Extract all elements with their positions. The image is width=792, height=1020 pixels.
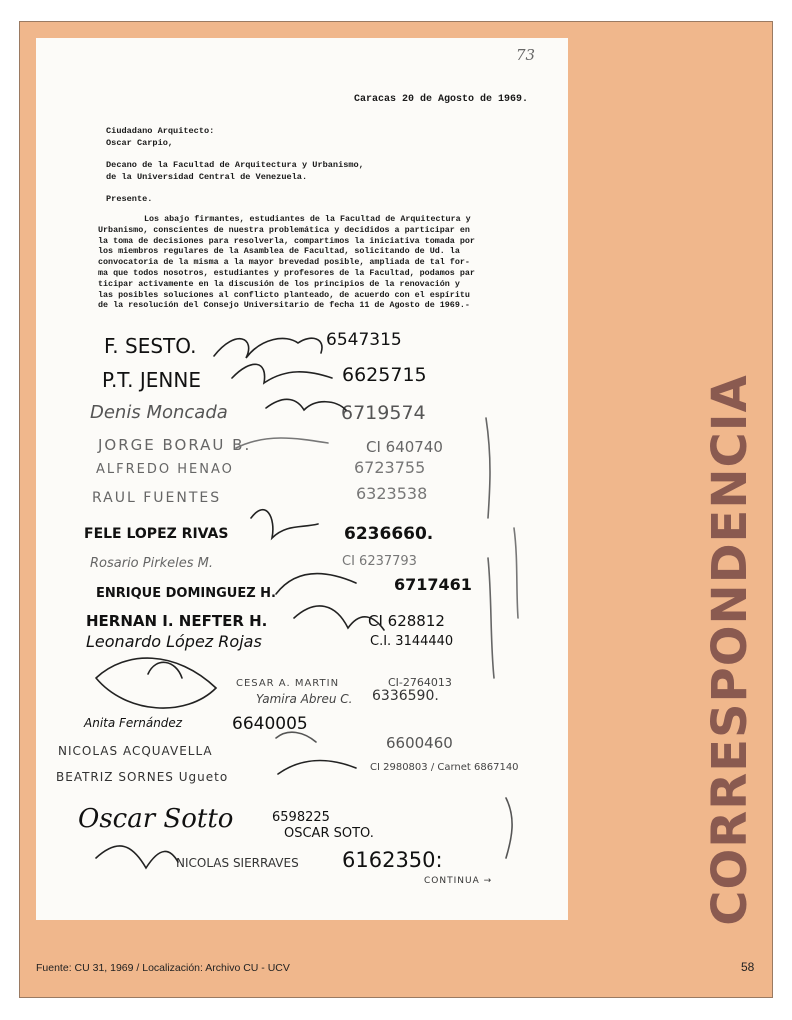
signature-id: CI-2764013 bbox=[388, 676, 452, 689]
archive-number: 73 bbox=[516, 46, 536, 64]
body-line: las posibles soluciones al conflicto planteado, de acuerdo con el espíritu bbox=[98, 289, 470, 300]
body-line: los miembros regulares de la Asamblea de Facultad, solicitando de Ud. la bbox=[98, 246, 460, 257]
signature-name: OSCAR SOTO. bbox=[284, 826, 374, 841]
signature-name: Anita Fernández bbox=[84, 716, 183, 730]
handwriting-strokes bbox=[36, 38, 568, 920]
signature-id: CI 640740 bbox=[366, 438, 443, 456]
signature-name: P.T. JENNE bbox=[102, 368, 201, 392]
sidebar-title: CORRESPONDENCIA bbox=[702, 374, 758, 926]
continues-label: CONTINUA → bbox=[424, 876, 493, 886]
body-line: de la resolución del Consejo Universitario de fecha 11 de Agosto de 1969.- bbox=[98, 300, 470, 311]
signature-id: 6717461 bbox=[394, 575, 472, 594]
signature-name: NICOLAS SIERRAVES bbox=[176, 856, 299, 870]
signature-id: 6723755 bbox=[354, 458, 426, 477]
signature-name: NICOLAS ACQUAVELLA bbox=[58, 744, 213, 758]
signature-id: 6598225 bbox=[272, 810, 330, 825]
signature-id: 6336590. bbox=[372, 688, 439, 704]
signature-id: 6625715 bbox=[342, 364, 427, 386]
salutation: Ciudadano Arquitecto: bbox=[106, 126, 215, 136]
signature-id: C.I. 3144440 bbox=[370, 634, 454, 649]
signature-name: JORGE BORAU B. bbox=[98, 436, 252, 454]
signature-name: Oscar Sotto bbox=[78, 804, 234, 834]
signature-name: RAUL FUENTES bbox=[92, 490, 222, 506]
signature-name: HERNAN I. NEFTER H. bbox=[86, 612, 268, 630]
signature-id: 6719574 bbox=[341, 402, 426, 424]
signature-id: 6323538 bbox=[356, 484, 428, 503]
signature-name: CESAR A. MARTIN bbox=[236, 678, 340, 689]
body-line: ma que todos nosotros, estudiantes y profesores de la Facultad, podamos par bbox=[98, 267, 475, 278]
letter-date: Caracas 20 de Agosto de 1969. bbox=[354, 94, 529, 105]
recipient-name: Oscar Carpio, bbox=[106, 137, 174, 148]
letter-scan bbox=[36, 38, 568, 920]
signature-id: 6600460 bbox=[386, 734, 453, 752]
body-line: convocatoria de la misma a la mayor brevedad posible, ampliada de tal for- bbox=[98, 257, 470, 268]
signature-name: Denis Moncada bbox=[90, 402, 228, 423]
body-line: la toma de decisiones para resolverla, compartimos la iniciativa tomada por bbox=[98, 235, 475, 246]
signature-name: BEATRIZ SORNES Ugueto bbox=[56, 770, 229, 784]
signature-name: ALFREDO HENAO bbox=[96, 462, 234, 477]
page-number: 58 bbox=[741, 960, 755, 974]
presente: Presente. bbox=[106, 194, 153, 204]
signature-id: 6640005 bbox=[232, 714, 308, 734]
recipient-title-1: Decano de la Facultad de Arquitectura y Urbanismo, bbox=[106, 160, 364, 170]
recipient-title-2: de la Universidad Central de Venezuela. bbox=[106, 171, 308, 182]
signature-id: 6547315 bbox=[326, 330, 402, 350]
signature-name: Leonardo López Rojas bbox=[86, 632, 262, 651]
source-caption: Fuente: CU 31, 1969 / Localización: Archivo CU - UCV bbox=[36, 962, 290, 974]
signature-name: F. SESTO. bbox=[104, 334, 197, 358]
signature-id: CI 628812 bbox=[368, 612, 445, 630]
signature-id: CI 2980803 / Carnet 6867140 bbox=[370, 762, 519, 773]
signature-name: Rosario Pirkeles M. bbox=[90, 556, 213, 571]
signature-name: FELE LOPEZ RIVAS bbox=[84, 526, 229, 542]
signature-id: 6162350: bbox=[342, 848, 443, 872]
signature-id: 6236660. bbox=[344, 524, 434, 544]
body-line: Urbanismo, conscientes de nuestra problemática y decididos a participar en bbox=[98, 224, 470, 235]
signature-id: CI 6237793 bbox=[342, 554, 417, 569]
signature-name: ENRIQUE DOMINGUEZ H. bbox=[96, 586, 276, 601]
body-line: ticipar activamente en la discusión de los principios de la renovación y bbox=[98, 278, 460, 289]
signature-name: Yamira Abreu C. bbox=[256, 692, 353, 706]
body-line: Los abajo firmantes, estudiantes de la Facultad de Arquitectura y bbox=[144, 214, 471, 224]
